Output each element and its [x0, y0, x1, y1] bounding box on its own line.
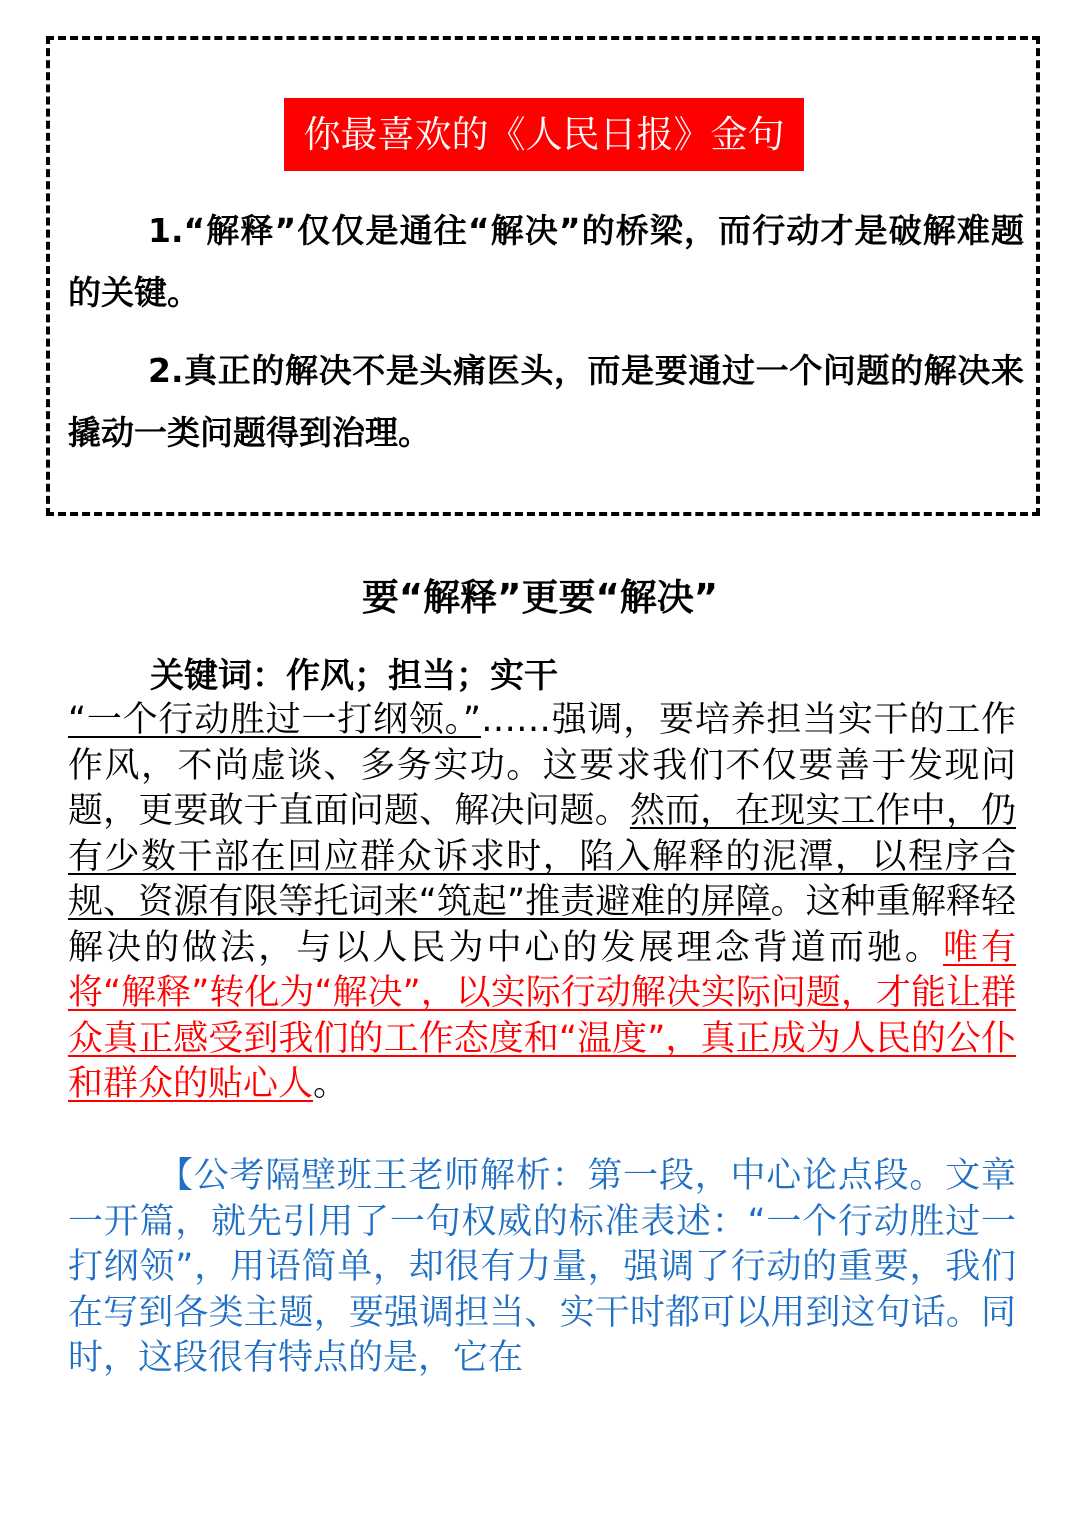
quote-item-1: 1.“解释”仅仅是通往“解决”的桥梁，而行动才是破解难题的关键。: [68, 211, 1024, 312]
quote-banner: 你最喜欢的《人民日报》金句: [284, 98, 804, 171]
article-text-2: 。这种重解释轻解决的做法，与以人民为中心的发展理念背道而驰。: [68, 882, 1016, 968]
article-text-1: ……强调，要培养担当实干的工作作风，不尚虚谈、多务实功。这要求我们不仅要善于发现问题，更要敢于直面问题、解决问题。: [68, 700, 1016, 831]
underlined-text: 然而，在现实工作中，仍有少数干部在回应群众诉求时，陷入解释的泥潭，以程序合规、资源有限等托词来“筑起”推责避难的屏障: [68, 791, 1016, 922]
article-title: 要“解释”更要“解决”: [361, 576, 719, 619]
highlight-text: 唯有将“解释”转化为“解决”，以实际行动解决实际问题，才能让群众真正感受到我们的工作态度和“温度”，真正成为人民的公仆和群众的贴心人: [68, 927, 1016, 1104]
analysis-paragraph: 【公考隔壁班王老师解析：第一段，中心论点段。文章一开篇，就先引用了一句权威的标准表述：“一个行动胜过一打纲领”，用语简单，却很有力量，强调了行动的重要，我们在写到各类主题，要强调担当、实干时都可以用到这句话。同时，这段很有特点的是，它在: [68, 1156, 1016, 1378]
quote-item-2: 2.真正的解决不是头痛医头，而是要通过一个问题的解决来撬动一类问题得到治理。: [68, 351, 1024, 452]
quote-lead: “一个行动胜过一打纲领。”: [68, 700, 481, 740]
article-paragraph: [68, 698, 1016, 1108]
end-mark: 。: [313, 1064, 349, 1104]
keywords-line: 关键词：作风；担当；实干: [150, 656, 558, 696]
